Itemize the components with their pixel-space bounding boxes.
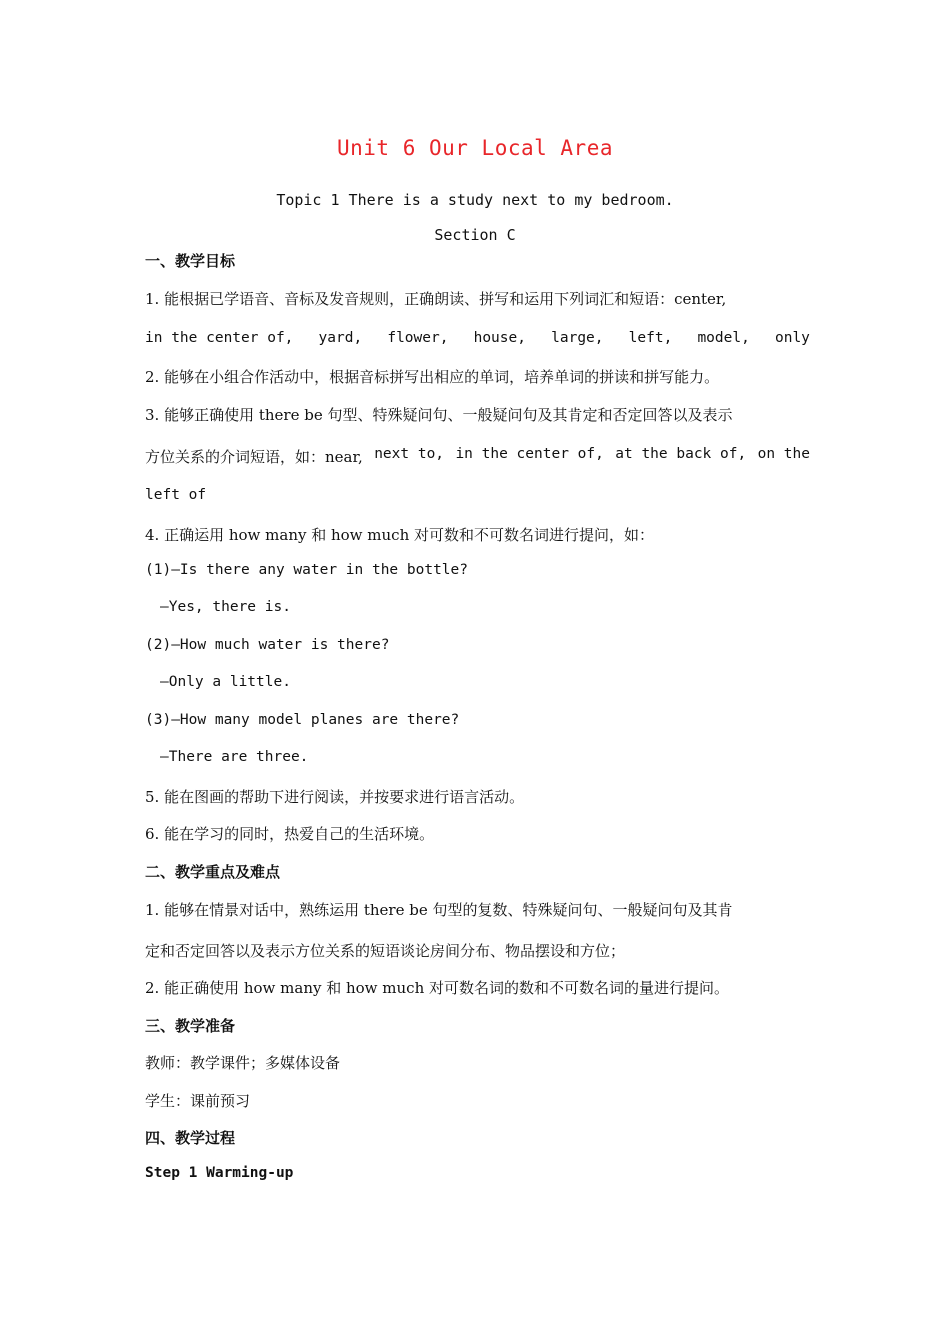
heading-key-points: 二、教学重点及难点 [145, 863, 281, 881]
vocab-item: yard, [318, 330, 363, 346]
phrase-item: at the back of, [615, 446, 747, 462]
heading-process: 四、教学过程 [145, 1129, 236, 1147]
prep-student: 学生：课前预习 [145, 1092, 251, 1110]
phrase-item: 方位关系的介词短语，如：near, [145, 448, 363, 466]
key-point-2: 2. 能正确使用 how many 和 how much 对可数名词的数和不可数名词的量进行提问。 [145, 979, 729, 997]
phrase-item: next to, [374, 446, 445, 462]
key-point-1-line-2: 定和否定回答以及表示方位关系的短语谈论房间分布、物品摆设和方位； [145, 942, 626, 960]
goal-5: 5. 能在图画的帮助下进行阅读，并按要求进行语言活动。 [145, 788, 525, 806]
example-answer-2: —Only a little. [160, 674, 291, 690]
goal-6: 6. 能在学习的同时，热爱自己的生活环境。 [145, 825, 435, 843]
example-question-1: (1)—Is there any water in the bottle? [145, 562, 469, 578]
prep-teacher: 教师：教学课件；多媒体设备 [145, 1054, 341, 1072]
page-title: Unit 6 Our Local Area [336, 136, 613, 160]
vocab-item: left, [628, 330, 673, 346]
goal-3-line-3: left of [145, 487, 207, 503]
goal-1-line-1: 1. 能根据已学语音、音标及发音规则，正确朗读、拼写和运用下列词汇和短语：center, [145, 290, 727, 308]
vocab-item: house, [473, 330, 526, 346]
vocab-item: in the center of, [145, 330, 294, 346]
vocab-item: flower, [387, 330, 449, 346]
example-answer-1: —Yes, there is. [160, 599, 291, 615]
topic-heading: Topic 1 There is a study next to my bedroom. [276, 191, 674, 209]
goal-2: 2. 能够在小组合作活动中，根据音标拼写出相应的单词，培养单词的拼读和拼写能力。 [145, 368, 720, 386]
phrase-item: on the [757, 446, 810, 462]
heading-teaching-goals: 一、教学目标 [145, 252, 236, 270]
section-heading: Section C [434, 226, 516, 244]
vocab-item: only [774, 330, 810, 346]
goal-1-line-2 [145, 330, 810, 346]
step-1-heading: Step 1 Warming-up [145, 1165, 294, 1181]
vocab-item: model, [697, 330, 750, 346]
heading-preparation: 三、教学准备 [145, 1017, 236, 1035]
goal-4: 4. 正确运用 how many 和 how much 对可数和不可数名词进行提问，如： [145, 526, 654, 544]
goal-3-line-1: 3. 能够正确使用 there be 句型、特殊疑问句、一般疑问句及其肯定和否定回答以及表示 [145, 406, 733, 424]
key-point-1-line-1: 1. 能够在情景对话中，熟练运用 there be 句型的复数、特殊疑问句、一般疑问句及其肯 [145, 901, 733, 919]
goal-3-line-2 [145, 446, 810, 467]
example-answer-3: —There are three. [160, 749, 309, 765]
example-question-3: (3)—How many model planes are there? [145, 712, 460, 728]
example-question-2: (2)—How much water is there? [145, 637, 390, 653]
vocab-item: large, [551, 330, 604, 346]
phrase-item: in the center of, [455, 446, 604, 462]
